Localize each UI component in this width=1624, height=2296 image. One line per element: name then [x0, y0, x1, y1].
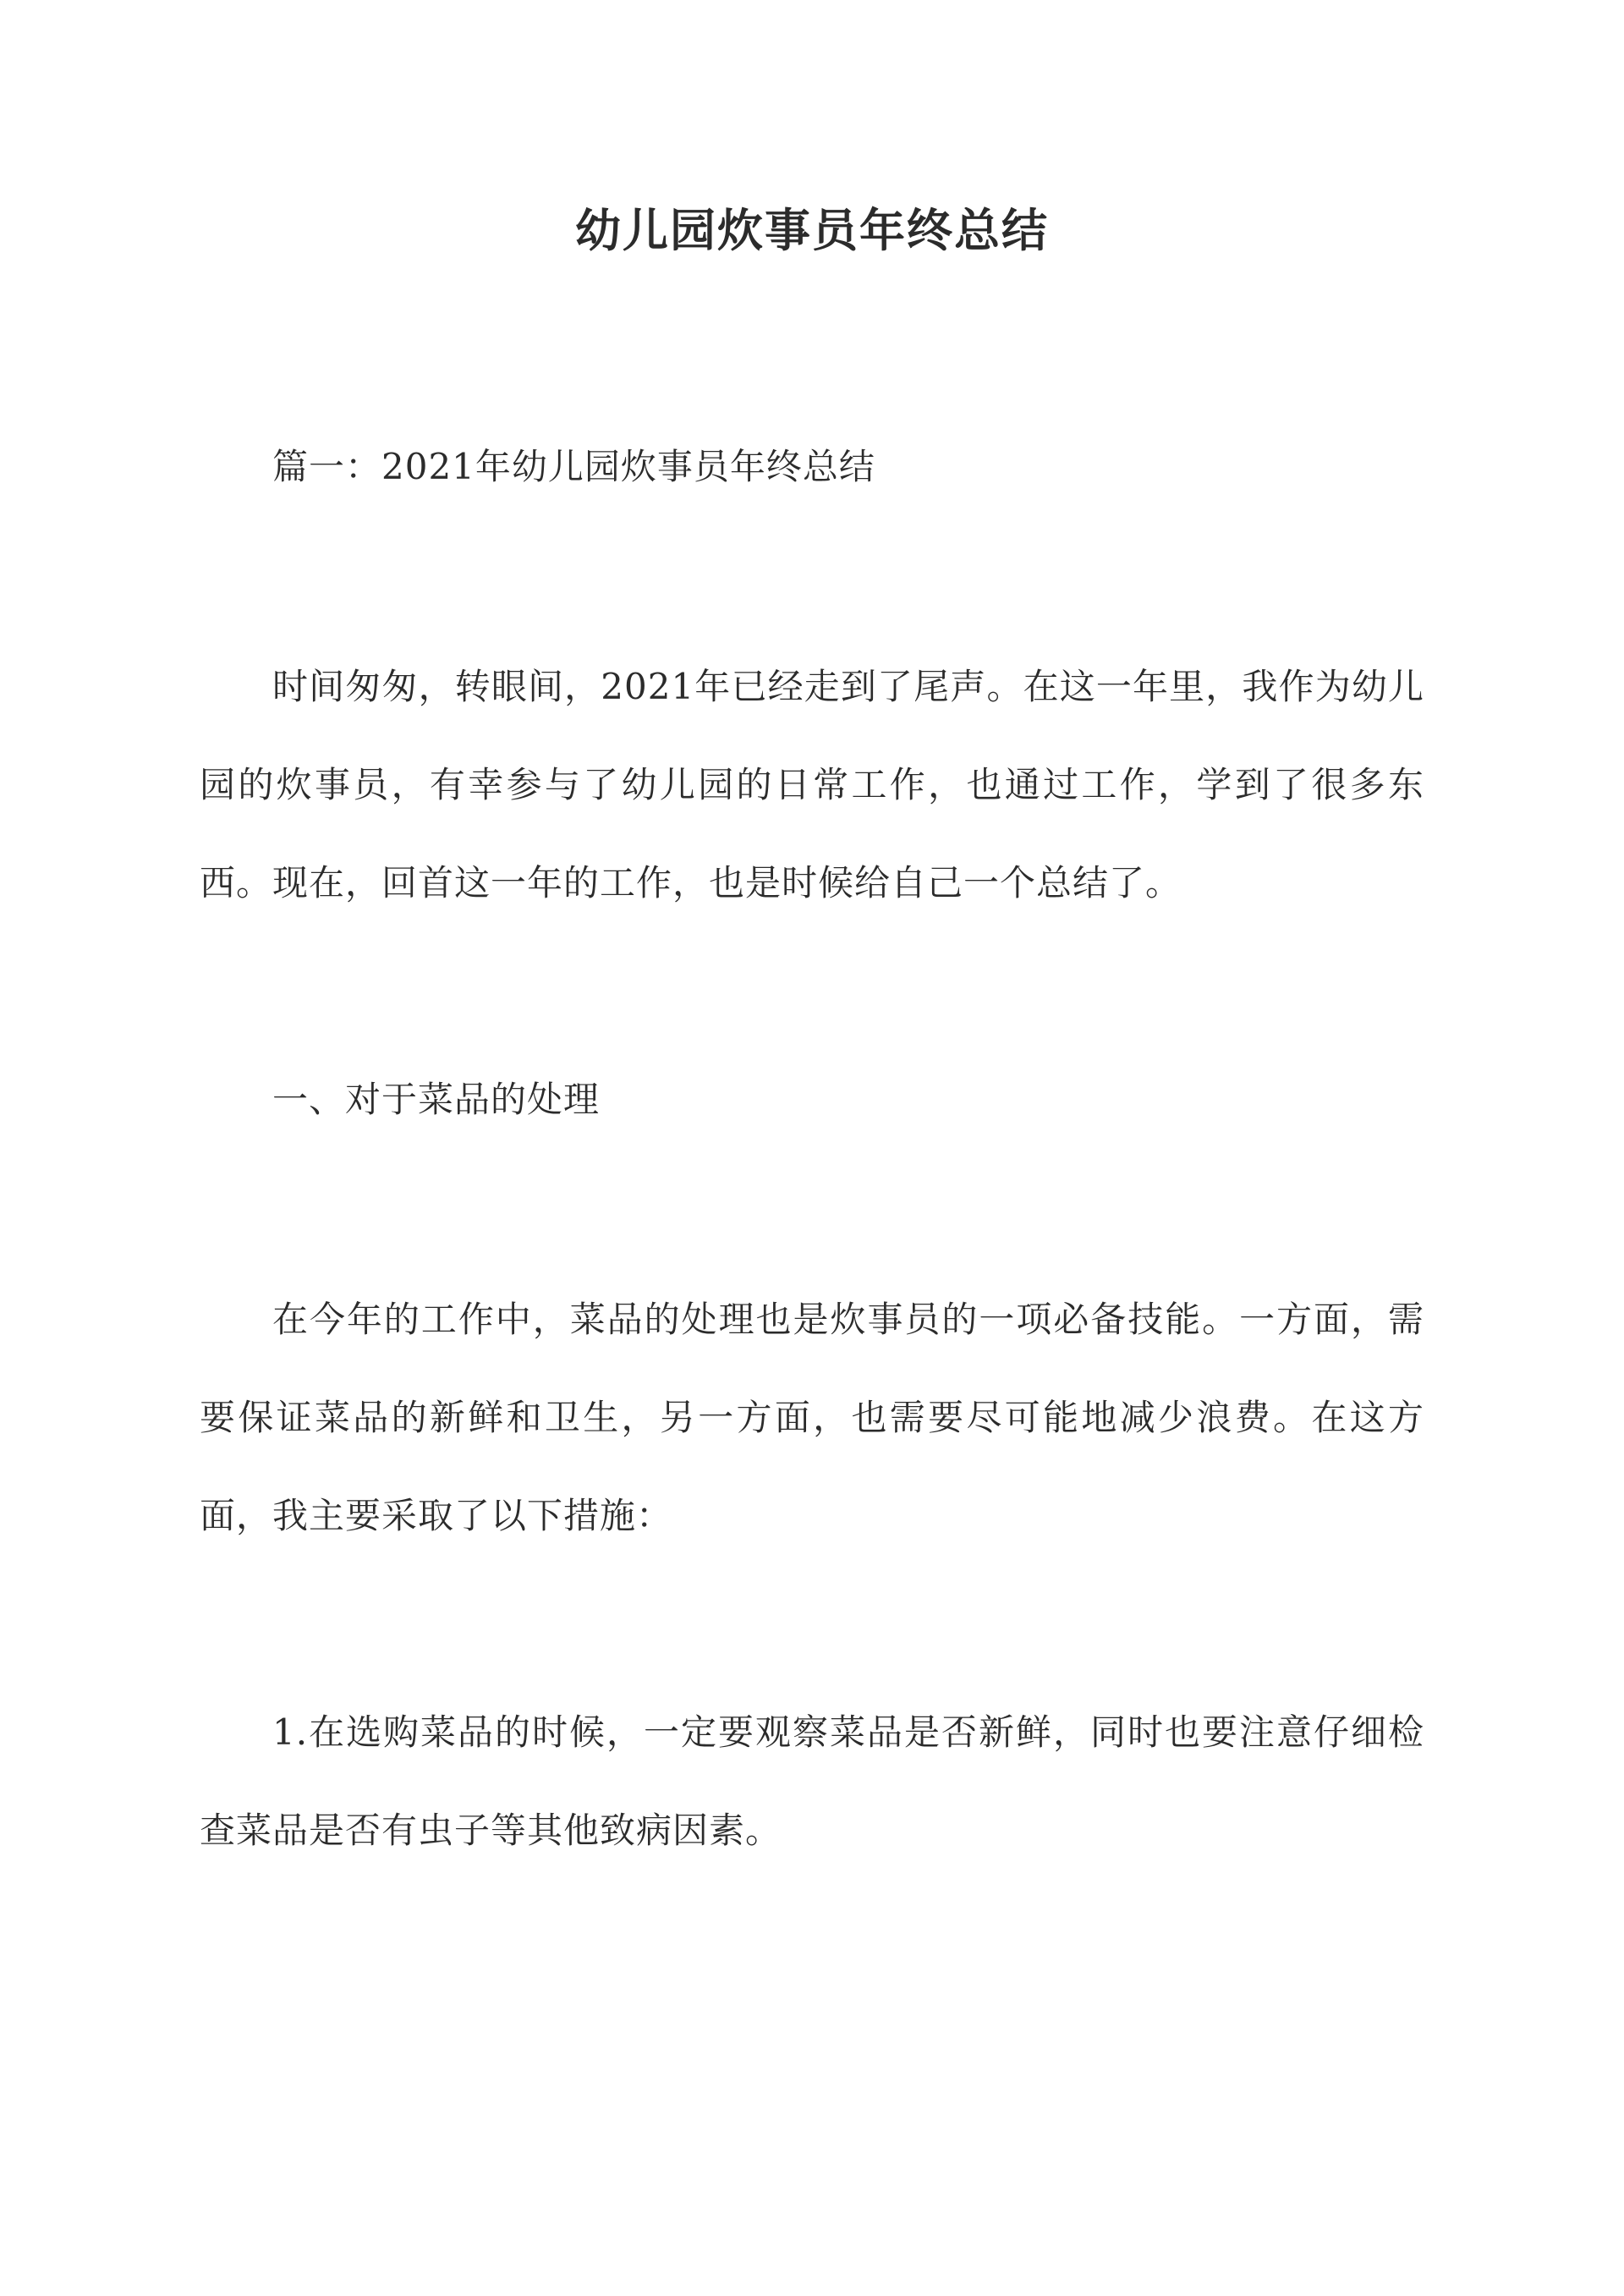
- intro-paragraph: 时间匆匆，转眼间，2021年已经走到了尾声。在这一年里，我作为幼儿园的炊事员，有幸参与了幼儿园的日常工作，也通过工作，学到了很多东西。现在，回首这一年的工作，也是时候给自己一个总结了。: [200, 666, 1424, 904]
- body-paragraph: 在今年的工作中，菜品的处理也是炊事员的一项必备技能。一方面，需要保证菜品的新鲜和卫生，另一方面，也需要尽可能地减少浪费。在这方面，我主要采取了以下措施：: [200, 1299, 1424, 1536]
- section-heading: 一、对于菜品的处理: [272, 1079, 601, 1120]
- chapter-heading: 篇一：2021年幼儿园炊事员年终总结: [272, 446, 875, 487]
- document-title: 幼儿园炊事员年终总结: [575, 203, 1049, 257]
- list-item: 1.在选购菜品的时候，一定要观察菜品是否新鲜，同时也要注意仔细检查菜品是否有虫子等其他致病因素。: [200, 1711, 1424, 1851]
